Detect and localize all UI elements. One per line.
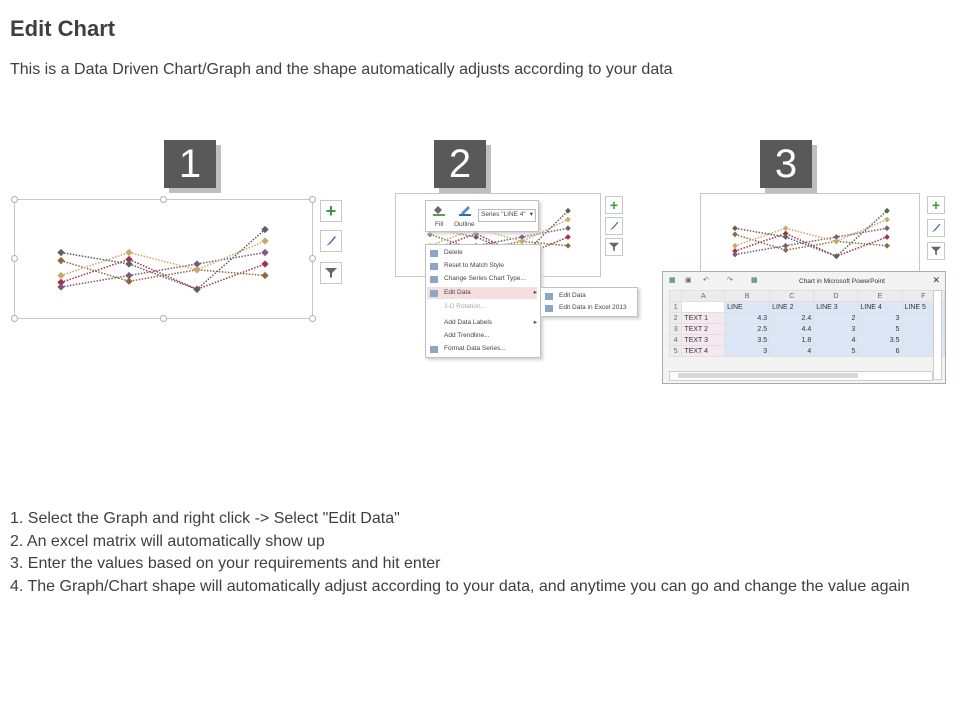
submenu-item-edit-data[interactable]: Edit Data	[559, 292, 586, 299]
value-cell[interactable]: 2.4	[770, 313, 814, 324]
menu-item-add-data-labels[interactable]: Add Data Labels	[444, 319, 493, 326]
value-cell[interactable]: 4	[770, 346, 814, 357]
chart-styles-button[interactable]	[927, 219, 945, 237]
data-point	[565, 225, 571, 231]
reset-icon	[430, 263, 438, 270]
series-line-2	[61, 259, 265, 289]
data-point	[427, 232, 433, 238]
delete-icon	[430, 250, 438, 257]
row-header[interactable]: 3	[670, 324, 682, 335]
context-menu	[425, 244, 541, 358]
horizontal-scrollbar[interactable]	[669, 371, 933, 381]
value-cell[interactable]: 2.5	[725, 324, 770, 335]
value-cell[interactable]: 4	[814, 335, 858, 346]
value-cell[interactable]: 4.4	[770, 324, 814, 335]
row-header[interactable]: 4	[670, 335, 682, 346]
data-point	[884, 217, 890, 223]
menu-item-reset-style[interactable]: Reset to Match Style	[444, 262, 504, 269]
data-point	[125, 272, 132, 279]
chart-filters-button[interactable]	[320, 262, 342, 284]
data-point	[732, 232, 738, 238]
step-1-chart[interactable]	[14, 199, 313, 319]
category-cell[interactable]: TEXT 2	[682, 324, 725, 335]
excel-icon: ▦	[669, 277, 676, 284]
data-point	[783, 234, 789, 240]
brush-icon	[324, 234, 338, 248]
close-icon[interactable]: ✕	[932, 275, 940, 285]
data-point	[565, 208, 571, 214]
data-point	[261, 272, 268, 279]
data-point	[732, 225, 738, 231]
step-3-chart[interactable]	[700, 193, 920, 277]
header-cell[interactable]: LINE 4	[858, 302, 902, 313]
brush-icon	[930, 222, 942, 234]
chart-styles-button[interactable]	[320, 230, 342, 252]
data-point	[57, 249, 64, 256]
value-cell[interactable]: 6	[858, 346, 902, 357]
column-header[interactable]: E	[858, 291, 902, 302]
category-cell[interactable]: TEXT 4	[682, 346, 725, 357]
data-point	[261, 260, 268, 267]
excel-window-title: Chart in Microsoft PowerPoint	[799, 278, 885, 285]
redo-icon[interactable]: ↷	[727, 277, 733, 284]
data-point	[884, 234, 890, 240]
page-title: Edit Chart	[10, 16, 116, 41]
instructions	[10, 508, 940, 598]
plus-icon: +	[931, 197, 941, 213]
data-point	[834, 239, 840, 245]
header-cell[interactable]: LINE 2	[770, 302, 814, 313]
step-3-line-chart	[701, 194, 919, 276]
page-subtitle: This is a Data Driven Chart/Graph and the shape automatically adjusts according to your data	[10, 61, 673, 78]
data-point	[57, 257, 64, 264]
value-cell[interactable]: 1.8	[770, 335, 814, 346]
series-line-2	[735, 234, 887, 257]
data-point	[565, 234, 571, 240]
step-3-number: 3	[760, 140, 812, 188]
edit-data-icon	[545, 293, 553, 300]
series-line-5	[61, 230, 265, 290]
fill-icon[interactable]	[432, 204, 446, 216]
value-cell[interactable]: 3	[858, 313, 902, 324]
series-line-4	[735, 220, 887, 246]
value-cell[interactable]: 5	[858, 324, 902, 335]
chart-styles-button[interactable]	[605, 217, 623, 235]
data-point	[884, 208, 890, 214]
step-1-line-chart	[15, 200, 312, 318]
plus-icon: +	[325, 201, 337, 221]
value-cell[interactable]: 4.3	[725, 313, 770, 324]
data-point	[261, 237, 268, 244]
row-header[interactable]: 2	[670, 313, 682, 324]
value-cell[interactable]: 5	[814, 346, 858, 357]
step-2-number: 2	[434, 140, 486, 188]
excel-data-window	[662, 271, 946, 384]
outline-label: Outline	[454, 221, 475, 228]
value-cell[interactable]: 3.5	[858, 335, 902, 346]
value-cell[interactable]: 3.5	[725, 335, 770, 346]
category-cell[interactable]: TEXT 3	[682, 335, 725, 346]
data-point	[884, 225, 890, 231]
data-point	[57, 272, 64, 279]
series-select[interactable]: Series "LINE 4" ▾	[478, 209, 536, 222]
brush-icon	[608, 220, 620, 232]
data-point	[732, 252, 738, 258]
edit-data-submenu	[540, 287, 638, 317]
data-point	[783, 243, 789, 249]
value-cell[interactable]: 3	[814, 324, 858, 335]
data-point	[732, 243, 738, 249]
format-series-icon	[430, 346, 438, 353]
column-header[interactable]: C	[770, 291, 814, 302]
menu-item-change-chart-type[interactable]: Change Series Chart Type...	[444, 275, 526, 282]
submenu-arrow-icon: ▸	[533, 319, 537, 326]
fill-label: Fill	[435, 221, 444, 228]
save-icon[interactable]: ▣	[685, 277, 692, 284]
data-point	[783, 225, 789, 231]
menu-item-add-trendline[interactable]: Add Trendline...	[444, 332, 490, 339]
excel-icon	[545, 305, 553, 312]
instruction-4: 4. The Graph/Chart shape will automatically adjust according to your data, and anytime you can go and change the value again	[10, 577, 910, 595]
corner-cell[interactable]	[670, 291, 682, 302]
chart-type-icon	[430, 276, 438, 283]
column-header[interactable]: D	[814, 291, 858, 302]
chart-elements-button[interactable]	[320, 200, 342, 222]
data-point	[57, 283, 64, 290]
row-header[interactable]: 5	[670, 346, 682, 357]
menu-item-3d-rotation: 3-D Rotation...	[444, 303, 486, 310]
column-header[interactable]: B	[725, 291, 770, 302]
vertical-scrollbar[interactable]	[933, 290, 942, 380]
row-header[interactable]: 1	[670, 302, 682, 313]
edit-data-icon	[430, 290, 438, 297]
column-header[interactable]: F	[902, 291, 944, 302]
header-cell[interactable]: LINE	[725, 302, 770, 313]
scrollbar-thumb[interactable]	[678, 373, 858, 378]
menu-item-edit-data[interactable]: Edit Data	[444, 289, 471, 296]
series-line-1	[735, 234, 887, 250]
submenu-arrow-icon: ▸	[533, 289, 537, 296]
value-cell[interactable]: 3	[725, 346, 770, 357]
filter-icon	[324, 266, 338, 280]
step-1-number: 1	[164, 140, 216, 188]
filter-icon	[930, 245, 942, 257]
submenu-item-edit-in-excel[interactable]: Edit Data in Excel 2013	[559, 304, 627, 311]
chart-filters-button[interactable]	[605, 238, 623, 256]
data-point	[125, 249, 132, 256]
excel-grid[interactable]	[669, 290, 945, 357]
chart-elements-button[interactable]	[605, 196, 623, 214]
format-ribbon	[425, 200, 539, 232]
series-line-5	[735, 211, 887, 257]
plus-icon: +	[609, 197, 619, 213]
outline-icon[interactable]	[458, 204, 472, 216]
menu-item-format-data-series[interactable]: Format Data Series...	[444, 345, 506, 352]
data-point	[884, 243, 890, 249]
chevron-down-icon: ▾	[529, 211, 533, 218]
chart-elements-button[interactable]	[927, 196, 945, 214]
header-cell[interactable]: LINE 5	[902, 302, 944, 313]
data-point	[193, 266, 200, 273]
data-point	[565, 217, 571, 223]
instruction-2: 2. An excel matrix will automatically show up	[10, 532, 325, 550]
menu-item-delete[interactable]: Delete	[444, 249, 463, 256]
data-point	[565, 243, 571, 249]
column-header[interactable]: A	[682, 291, 725, 302]
data-point	[125, 260, 132, 267]
edit-in-excel-icon[interactable]: ▦	[751, 277, 758, 284]
undo-icon[interactable]: ↶	[703, 277, 709, 284]
instruction-1: 1. Select the Graph and right click -> Select "Edit Data"	[10, 510, 400, 527]
filter-icon	[608, 241, 620, 253]
value-cell[interactable]: 2	[814, 313, 858, 324]
category-cell[interactable]: TEXT 1	[682, 313, 725, 324]
series-line-1	[61, 261, 265, 282]
chart-filters-button[interactable]	[927, 242, 945, 260]
data-point	[261, 249, 268, 256]
header-cell[interactable]	[682, 302, 725, 313]
header-cell[interactable]: LINE 3	[814, 302, 858, 313]
instruction-3: 3. Enter the values based on your requirements and hit enter	[10, 555, 441, 572]
